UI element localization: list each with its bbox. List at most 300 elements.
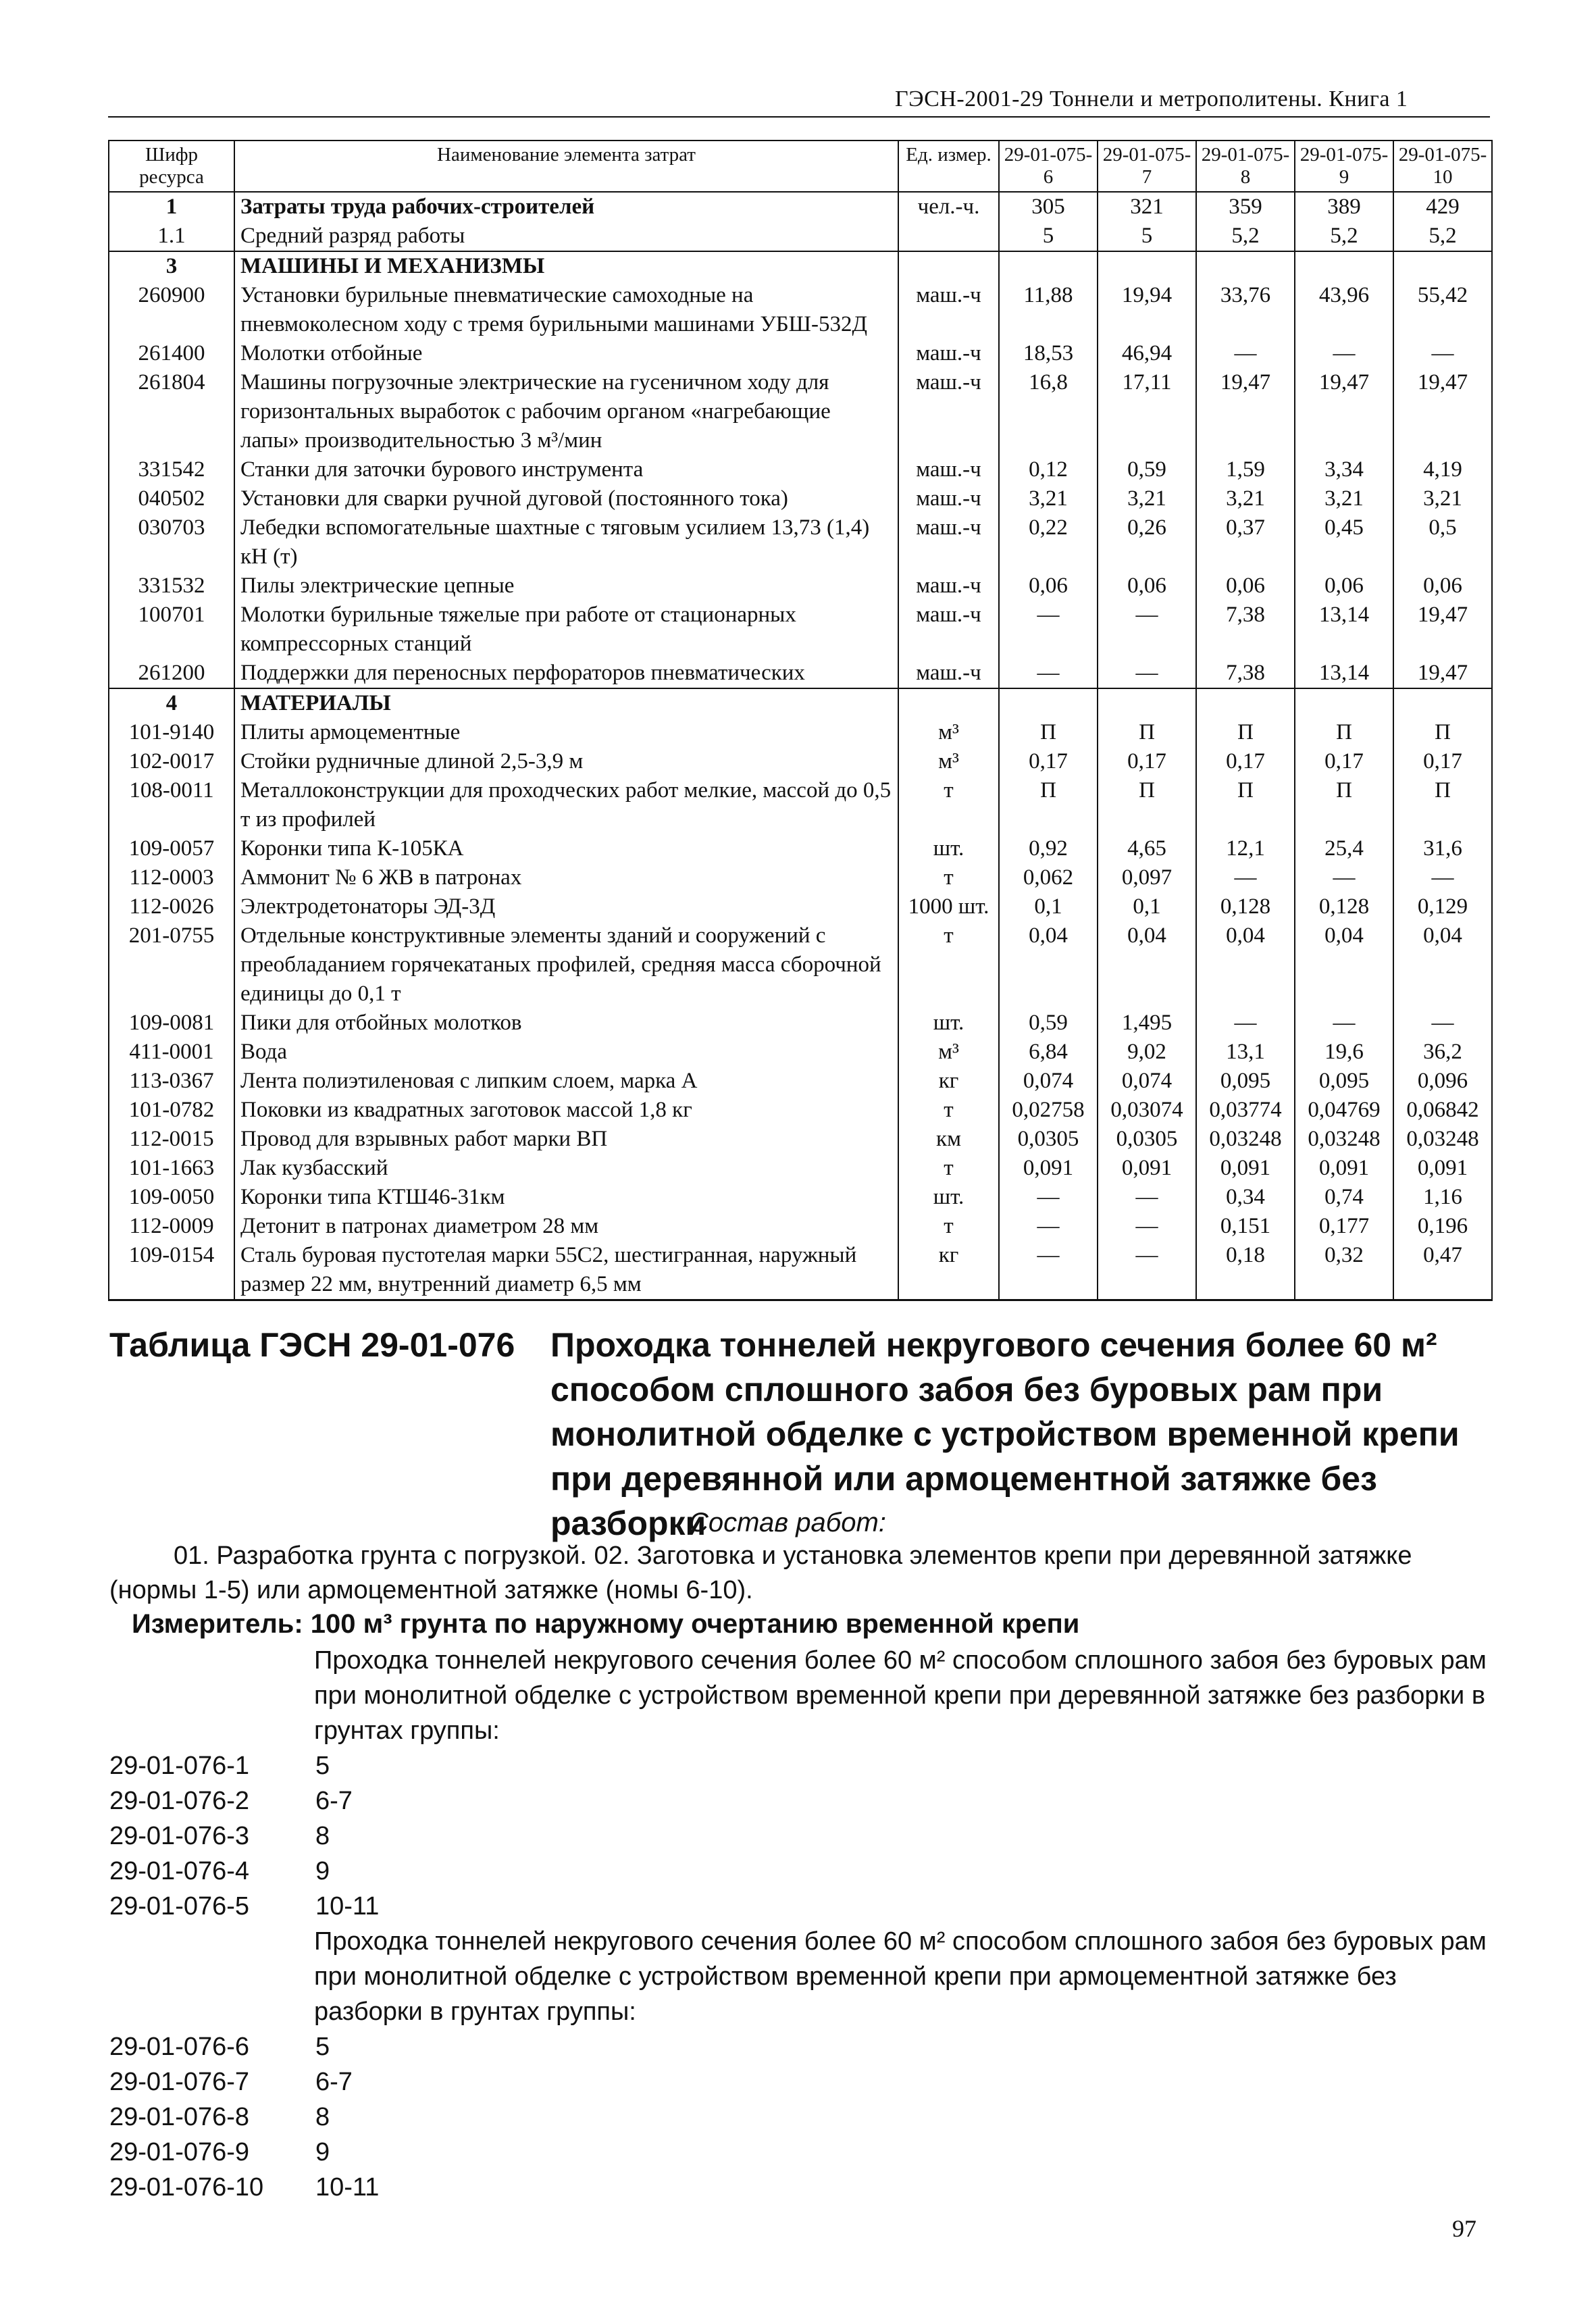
norm-value: — (1098, 1212, 1196, 1241)
norm-value: 0,062 (999, 863, 1098, 892)
resource-unit (898, 688, 999, 718)
soil-group: 9 (315, 2138, 330, 2166)
resource-code: 112-0009 (109, 1212, 234, 1241)
table-row (109, 1154, 1492, 1183)
resource-name: МАШИНЫ И МЕХАНИЗМЫ (234, 251, 898, 281)
table-row (109, 659, 1492, 688)
resource-name: Лебедки вспомогательные шахтные с тяговым усилием 13,73 (1,4) кН (т) (234, 513, 898, 571)
norm-value: 19,47 (1393, 659, 1492, 688)
resource-unit: шт. (898, 834, 999, 863)
norm-item (109, 1854, 379, 1889)
norm-value: 0,22 (999, 513, 1098, 571)
norm-value: 0,128 (1295, 892, 1393, 921)
resource-unit: т (898, 776, 999, 834)
norm-code: 29-01-076-4 (109, 1857, 250, 1885)
norm-code: 29-01-076-10 (109, 2173, 264, 2202)
resource-name: Сталь буровая пустотелая марки 55С2, шестигранная, наружный размер 22 мм, внутренний диаметр 6,5 мм (234, 1241, 898, 1300)
resource-code: 100701 (109, 601, 234, 659)
resource-name: Лента полиэтиленовая с липким слоем, марка А (234, 1067, 898, 1096)
norm-value: 12,1 (1196, 834, 1295, 863)
resource-unit: т (898, 1154, 999, 1183)
norm-value: — (1295, 863, 1393, 892)
resource-code: 1.1 (109, 222, 234, 251)
norm-value: 1,495 (1098, 1009, 1196, 1038)
resource-unit: т (898, 863, 999, 892)
resource-code: 109-0154 (109, 1241, 234, 1300)
col-header-norm: 29-01-075-9 (1295, 141, 1393, 192)
table-row (109, 718, 1492, 747)
resource-unit: м³ (898, 718, 999, 747)
resource-unit: маш.-ч (898, 455, 999, 484)
norm-value: 0,06 (999, 571, 1098, 601)
norm-value: 0,03774 (1196, 1096, 1295, 1125)
resource-name: Металлоконструкции для проходческих работ мелкие, массой до 0,5 т из профилей (234, 776, 898, 834)
resource-name: Станки для заточки бурового инструмента (234, 455, 898, 484)
col-header-norm: 29-01-075-8 (1196, 141, 1295, 192)
table-row (109, 281, 1492, 339)
norm-code: 29-01-076-6 (109, 2033, 250, 2061)
norm-value: 19,6 (1295, 1038, 1393, 1067)
norm-code: 29-01-076-5 (109, 1892, 250, 1921)
table-row (109, 892, 1492, 921)
resource-name: Электродетонаторы ЭД-3Д (234, 892, 898, 921)
norm-value: — (1196, 863, 1295, 892)
resource-unit: т (898, 921, 999, 1009)
resource-name: Машины погрузочные электрические на гусеничном ходу для горизонтальных выработок с рабочим органом «нагребающие лапы» производительностью 3 м³/мин (234, 368, 898, 455)
norm-value: 0,091 (1295, 1154, 1393, 1183)
group2-norm-list (109, 2029, 379, 2205)
norm-value: 389 (1295, 192, 1393, 222)
norm-code: 29-01-076-9 (109, 2138, 250, 2166)
norm-value: — (1393, 863, 1492, 892)
resource-unit: шт. (898, 1009, 999, 1038)
norm-value: 19,47 (1393, 368, 1492, 455)
norm-value: П (1196, 718, 1295, 747)
works-heading: Состав работ: (689, 1508, 886, 1537)
resource-code: 261804 (109, 368, 234, 455)
norm-value: 31,6 (1393, 834, 1492, 863)
resource-name: Установки бурильные пневматические самоходные на пневмоколесном ходу с тремя бурильными машинами УБШ-532Д (234, 281, 898, 339)
norm-value: 5 (1098, 222, 1196, 251)
resource-code: 101-0782 (109, 1096, 234, 1125)
soil-group: 5 (315, 1752, 330, 1780)
resource-code: 261400 (109, 339, 234, 368)
norm-code: 29-01-076-8 (109, 2103, 250, 2131)
soil-group: 5 (315, 2033, 330, 2061)
norm-item (109, 2029, 379, 2064)
norm-value: 3,21 (1098, 484, 1196, 513)
resource-unit: т (898, 1096, 999, 1125)
resource-unit: маш.-ч (898, 571, 999, 601)
norm-value: 0,06842 (1393, 1096, 1492, 1125)
norm-value (1098, 251, 1196, 281)
resource-unit: т (898, 1212, 999, 1241)
resource-unit: маш.-ч (898, 339, 999, 368)
norm-value: 0,128 (1196, 892, 1295, 921)
norm-value: — (1098, 1183, 1196, 1212)
norm-value: 0,0305 (999, 1125, 1098, 1154)
norm-value (1196, 251, 1295, 281)
col-header-code: Шифр ресурса (109, 141, 234, 192)
norm-value: 0,59 (1098, 455, 1196, 484)
norm-value: 46,94 (1098, 339, 1196, 368)
table-row (109, 571, 1492, 601)
resource-code: 112-0026 (109, 892, 234, 921)
resource-code: 112-0015 (109, 1125, 234, 1154)
norm-value: 5 (999, 222, 1098, 251)
norm-value: — (1295, 339, 1393, 368)
resource-unit: маш.-ч (898, 368, 999, 455)
norm-value: 0,1 (1098, 892, 1196, 921)
norm-item (109, 2064, 379, 2100)
resource-name: Детонит в патронах диаметром 28 мм (234, 1212, 898, 1241)
table-row (109, 251, 1492, 281)
norm-value: П (999, 718, 1098, 747)
soil-group: 10-11 (315, 1892, 380, 1921)
norm-value: 36,2 (1393, 1038, 1492, 1067)
resource-name: Установки для сварки ручной дуговой (постоянного тока) (234, 484, 898, 513)
resource-name: Поддержки для переносных перфораторов пневматических (234, 659, 898, 688)
norm-item (109, 1889, 379, 1924)
table-row (109, 921, 1492, 1009)
norm-value: 3,21 (1393, 484, 1492, 513)
table-row (109, 1096, 1492, 1125)
norm-value: 3,21 (1196, 484, 1295, 513)
norm-value: 7,38 (1196, 601, 1295, 659)
norm-value: — (999, 1183, 1098, 1212)
norm-value: 3,21 (999, 484, 1098, 513)
resource-code: 030703 (109, 513, 234, 571)
norm-value (1295, 688, 1393, 718)
norm-code: 29-01-076-2 (109, 1787, 250, 1815)
norm-value: — (1196, 339, 1295, 368)
norm-value: 9,02 (1098, 1038, 1196, 1067)
norm-value: 0,04 (999, 921, 1098, 1009)
col-header-norm: 29-01-075-7 (1098, 141, 1196, 192)
norm-value: 0,5 (1393, 513, 1492, 571)
norm-value: — (1393, 339, 1492, 368)
norm-value: 0,04 (1098, 921, 1196, 1009)
norm-value (999, 251, 1098, 281)
norm-value: 18,53 (999, 339, 1098, 368)
col-header-norm: 29-01-075-6 (999, 141, 1098, 192)
table-row (109, 192, 1492, 222)
norm-value: 0,06 (1295, 571, 1393, 601)
norm-value: 0,17 (1393, 747, 1492, 776)
norm-item (109, 2170, 379, 2205)
soil-group: 6-7 (315, 1787, 353, 1815)
norm-value: 0,04 (1393, 921, 1492, 1009)
norm-value: 0,151 (1196, 1212, 1295, 1241)
group1-norm-list (109, 1748, 379, 1924)
table-row (109, 1241, 1492, 1300)
norm-value: 429 (1393, 192, 1492, 222)
norm-value: 19,94 (1098, 281, 1196, 339)
norm-value: 0,177 (1295, 1212, 1393, 1241)
measure-unit: Измеритель: 100 м³ грунта по наружному очертанию временной крепи (132, 1609, 1080, 1639)
table-row (109, 747, 1492, 776)
norm-value: 321 (1098, 192, 1196, 222)
norm-code: 29-01-076-3 (109, 1822, 250, 1850)
resource-unit: маш.-ч (898, 659, 999, 688)
norm-value: 19,47 (1196, 368, 1295, 455)
norm-item (109, 1748, 379, 1783)
norm-value: 0,34 (1196, 1183, 1295, 1212)
table-row (109, 601, 1492, 659)
norm-value: 5,2 (1196, 222, 1295, 251)
resource-unit: м³ (898, 1038, 999, 1067)
norm-value: 0,074 (1098, 1067, 1196, 1096)
running-header: ГЭСН-2001-29 Тоннели и метрополитены. Книга 1 (895, 86, 1408, 111)
norm-item (109, 2100, 379, 2135)
table-label: Таблица ГЭСН 29-01-076 (109, 1326, 515, 1364)
norm-value: П (1098, 776, 1196, 834)
norm-value: 0,47 (1393, 1241, 1492, 1300)
norm-value (999, 688, 1098, 718)
norm-value: 13,14 (1295, 601, 1393, 659)
norm-value: — (1196, 1009, 1295, 1038)
resource-unit (898, 251, 999, 281)
norm-value: П (1393, 776, 1492, 834)
norm-value: 0,17 (1196, 747, 1295, 776)
norm-value: 6,84 (999, 1038, 1098, 1067)
norm-value: 0,18 (1196, 1241, 1295, 1300)
norm-value: 0,04 (1196, 921, 1295, 1009)
norm-value: 0,06 (1196, 571, 1295, 601)
resource-code: 331532 (109, 571, 234, 601)
resource-code: 4 (109, 688, 234, 718)
resource-code: 040502 (109, 484, 234, 513)
norm-value: 0,12 (999, 455, 1098, 484)
table-row (109, 455, 1492, 484)
resource-unit: км (898, 1125, 999, 1154)
resource-unit: кг (898, 1067, 999, 1096)
resource-code: 261200 (109, 659, 234, 688)
norm-value: — (999, 659, 1098, 688)
resource-name: Пилы электрические цепные (234, 571, 898, 601)
soil-group: 6-7 (315, 2068, 353, 2096)
norm-value: 0,096 (1393, 1067, 1492, 1096)
norm-value: П (1196, 776, 1295, 834)
norm-value: 0,02758 (999, 1096, 1098, 1125)
norm-value: 55,42 (1393, 281, 1492, 339)
table-row (109, 1038, 1492, 1067)
resource-code: 101-1663 (109, 1154, 234, 1183)
norm-value: 305 (999, 192, 1098, 222)
norm-value: 0,074 (999, 1067, 1098, 1096)
norm-value: — (1098, 659, 1196, 688)
norm-value (1393, 688, 1492, 718)
resource-unit: кг (898, 1241, 999, 1300)
table-row (109, 688, 1492, 718)
norm-value: 0,74 (1295, 1183, 1393, 1212)
norm-value: 25,4 (1295, 834, 1393, 863)
table-header-row (109, 141, 1492, 192)
norm-value: 13,1 (1196, 1038, 1295, 1067)
norm-value: 0,92 (999, 834, 1098, 863)
resource-name: Отдельные конструктивные элементы зданий и сооружений с преобладанием горячекатаных профилей, средняя масса сборочной единицы до 0,1 т (234, 921, 898, 1009)
resource-unit: 1000 шт. (898, 892, 999, 921)
resource-unit: маш.-ч (898, 281, 999, 339)
resource-unit (898, 222, 999, 251)
page-number: 97 (1452, 2215, 1476, 2242)
norm-value: 13,14 (1295, 659, 1393, 688)
norm-value (1295, 251, 1393, 281)
works-text: 01. Разработка грунта с погрузкой. 02. Заготовка и установка элементов крепи при деревянной затяжке (нормы 1-5) или армоцементной затяжке (номы 6-10). (109, 1542, 1412, 1604)
resource-table (108, 140, 1493, 1301)
norm-value: 5,2 (1295, 222, 1393, 251)
resource-code: 102-0017 (109, 747, 234, 776)
norm-code: 29-01-076-1 (109, 1752, 250, 1780)
resource-name: Аммонит № 6 ЖВ в патронах (234, 863, 898, 892)
soil-group: 10-11 (315, 2173, 380, 2202)
norm-value: 0,06 (1393, 571, 1492, 601)
norm-value: 0,32 (1295, 1241, 1393, 1300)
norm-value: — (1098, 601, 1196, 659)
resource-name: Молотки бурильные тяжелые при работе от стационарных компрессорных станций (234, 601, 898, 659)
norm-value: — (999, 1241, 1098, 1300)
norm-value: 0,091 (999, 1154, 1098, 1183)
norm-value: П (1098, 718, 1196, 747)
norm-value: 19,47 (1295, 368, 1393, 455)
norm-value: 0,17 (999, 747, 1098, 776)
norm-value: 19,47 (1393, 601, 1492, 659)
resource-name: Затраты труда рабочих-строителей (234, 192, 898, 222)
norm-item (109, 1783, 379, 1819)
resource-code: 101-9140 (109, 718, 234, 747)
norm-value: 43,96 (1295, 281, 1393, 339)
table-row (109, 834, 1492, 863)
table-row (109, 1212, 1492, 1241)
norm-value: 3,21 (1295, 484, 1393, 513)
norm-value: 0,17 (1295, 747, 1393, 776)
resource-unit: маш.-ч (898, 513, 999, 571)
norm-value: — (1295, 1009, 1393, 1038)
norm-value: П (999, 776, 1098, 834)
resource-code: 109-0081 (109, 1009, 234, 1038)
norm-value: 1,59 (1196, 455, 1295, 484)
norm-value: 0,37 (1196, 513, 1295, 571)
table-row (109, 222, 1492, 251)
norm-value: 0,59 (999, 1009, 1098, 1038)
resource-unit: шт. (898, 1183, 999, 1212)
norm-value: 33,76 (1196, 281, 1295, 339)
norm-value: 17,11 (1098, 368, 1196, 455)
table-row (109, 368, 1492, 455)
resource-unit: маш.-ч (898, 601, 999, 659)
resource-name: Коронки типа КТШ46-31км (234, 1183, 898, 1212)
norm-value: 3,34 (1295, 455, 1393, 484)
resource-code: 112-0003 (109, 863, 234, 892)
table-row (109, 1067, 1492, 1096)
norm-value: 0,0305 (1098, 1125, 1196, 1154)
norm-value: 0,06 (1098, 571, 1196, 601)
col-header-norm: 29-01-075-10 (1393, 141, 1492, 192)
resource-code: 113-0367 (109, 1067, 234, 1096)
norm-item (109, 2135, 379, 2170)
norm-value: 16,8 (999, 368, 1098, 455)
norm-value: 5,2 (1393, 222, 1492, 251)
norm-value: 0,091 (1393, 1154, 1492, 1183)
norm-value: 4,65 (1098, 834, 1196, 863)
resource-name: МАТЕРИАЛЫ (234, 688, 898, 718)
norm-code: 29-01-076-7 (109, 2068, 250, 2096)
norm-value: П (1295, 718, 1393, 747)
norm-value: 1,16 (1393, 1183, 1492, 1212)
resource-name: Плиты армоцементные (234, 718, 898, 747)
header-rule (108, 116, 1490, 118)
norm-value: 0,26 (1098, 513, 1196, 571)
norm-value: 4,19 (1393, 455, 1492, 484)
group1-description: Проходка тоннелей некругового сечения более 60 м² способом сплошного забоя без буровых рам при монолитной обделке с устройством временной крепи при деревянной затяжке без разборки в грунтах группы: (314, 1646, 1487, 1745)
resource-name: Молотки отбойные (234, 339, 898, 368)
resource-code: 109-0050 (109, 1183, 234, 1212)
resource-code: 109-0057 (109, 834, 234, 863)
norm-value: 0,04 (1295, 921, 1393, 1009)
norm-value: 0,095 (1196, 1067, 1295, 1096)
resource-name: Лак кузбасский (234, 1154, 898, 1183)
resource-code: 201-0755 (109, 921, 234, 1009)
norm-value: П (1295, 776, 1393, 834)
norm-value: 0,45 (1295, 513, 1393, 571)
norm-value: 0,03248 (1196, 1125, 1295, 1154)
norm-value: — (999, 601, 1098, 659)
resource-name: Поковки из квадратных заготовок массой 1,8 кг (234, 1096, 898, 1125)
col-header-unit: Ед. измер. (898, 141, 999, 192)
resource-code: 260900 (109, 281, 234, 339)
resource-name: Пики для отбойных молотков (234, 1009, 898, 1038)
norm-value: 0,03248 (1393, 1125, 1492, 1154)
resource-name: Стойки рудничные длиной 2,5-3,9 м (234, 747, 898, 776)
table-title: Проходка тоннелей некругового сечения более 60 м² способом сплошного забоя без буровых рам при монолитной обделке с устройством временной крепи при деревянной или армоцементной затяжке без разборки (550, 1326, 1460, 1542)
resource-name: Коронки типа К-105КА (234, 834, 898, 863)
norm-value: 0,129 (1393, 892, 1492, 921)
resource-code: 108-0011 (109, 776, 234, 834)
norm-value: 0,17 (1098, 747, 1196, 776)
norm-value: 0,097 (1098, 863, 1196, 892)
resource-code: 411-0001 (109, 1038, 234, 1067)
resource-unit: маш.-ч (898, 484, 999, 513)
norm-value: 0,196 (1393, 1212, 1492, 1241)
norm-item (109, 1819, 379, 1854)
norm-value (1393, 251, 1492, 281)
resource-name: Вода (234, 1038, 898, 1067)
table-row (109, 1009, 1492, 1038)
norm-value: П (1393, 718, 1492, 747)
resource-name: Провод для взрывных работ марки ВП (234, 1125, 898, 1154)
group2-description: Проходка тоннелей некругового сечения более 60 м² способом сплошного забоя без буровых рам при монолитной обделке с устройством временной крепи при армоцементной затяжке без разборки в грунтах группы: (314, 1927, 1487, 2026)
soil-group: 8 (315, 1822, 330, 1850)
norm-value: 0,095 (1295, 1067, 1393, 1096)
norm-value: 359 (1196, 192, 1295, 222)
table-row (109, 484, 1492, 513)
norm-value: — (1393, 1009, 1492, 1038)
norm-value: 0,03074 (1098, 1096, 1196, 1125)
resource-name: Средний разряд работы (234, 222, 898, 251)
norm-value: 0,04769 (1295, 1096, 1393, 1125)
norm-value (1098, 688, 1196, 718)
norm-value: 0,03248 (1295, 1125, 1393, 1154)
norm-value (1196, 688, 1295, 718)
resource-unit: м³ (898, 747, 999, 776)
resource-code: 331542 (109, 455, 234, 484)
table-row (109, 1183, 1492, 1212)
resource-unit: чел.-ч. (898, 192, 999, 222)
norm-value: 0,091 (1196, 1154, 1295, 1183)
norm-value: 0,091 (1098, 1154, 1196, 1183)
table-row (109, 1125, 1492, 1154)
norm-value: 11,88 (999, 281, 1098, 339)
